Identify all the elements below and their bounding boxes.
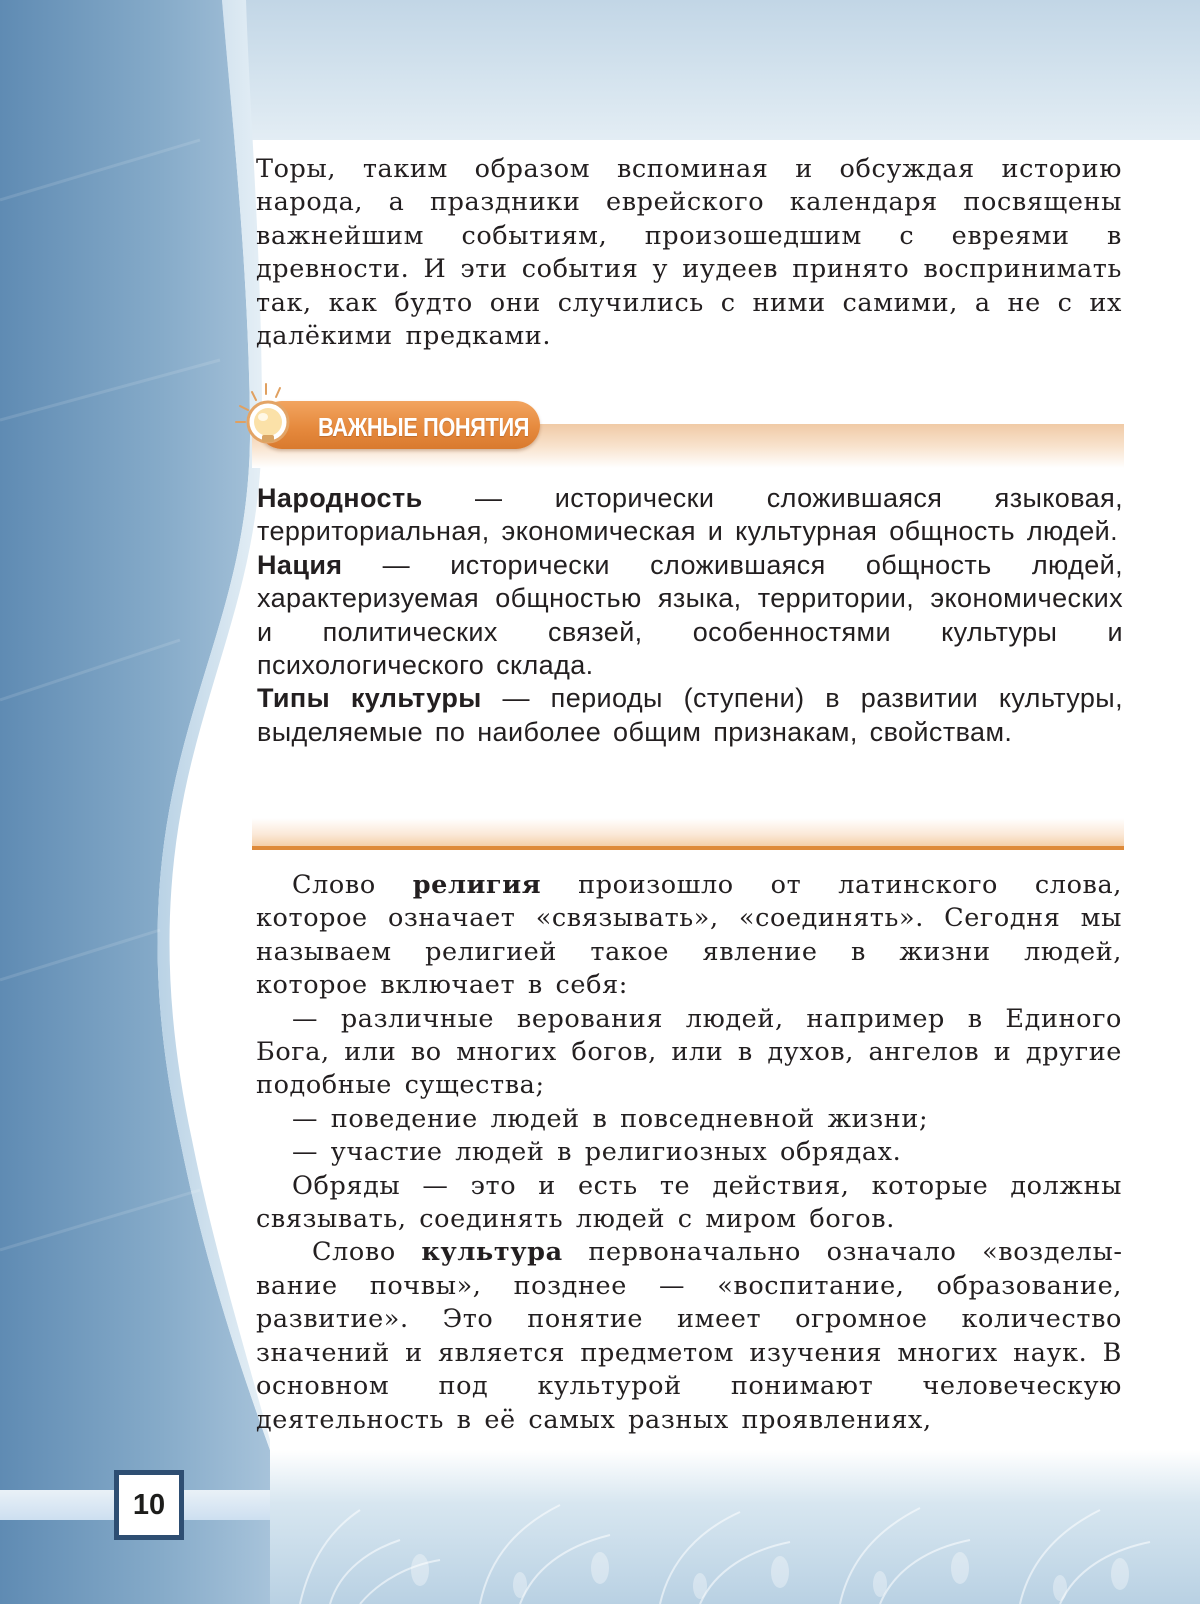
definition-item <box>257 682 1123 749</box>
important-concepts-title: ВАЖНЫЕ ПОНЯТИЯ <box>318 412 529 442</box>
religion-after: произошло от латинского слова, которое означает «связывать», «соединять». Сегодня мы называем религией такое явление в жизни людей, которое включает в себя: <box>256 870 1122 1001</box>
intro-paragraph <box>256 153 1122 353</box>
religion-paragraph <box>256 869 1122 1003</box>
definition-text: — периоды (ступени) в развитии культуры, выделяемые по наиболее общим признакам, свойствам. <box>257 683 1123 747</box>
religion-before: Слово <box>292 870 413 900</box>
definition-text: — исторически сложившаяся языковая, территориальная, экономическая и культурная общность людей. <box>257 483 1123 547</box>
list-item: — поведение людей в повседневной жизни; <box>292 1103 929 1134</box>
intro-text: Торы, таким образом вспоминая и обсуждая историю народа, а праздники еврейского календаря посвящены важнейшим событиям, произошедшим с евреями в древности. И эти события у иудеев принято воспринимать так, как будто они случились с ними самими, а не с их далёкими предками. <box>256 154 1122 352</box>
culture-paragraph <box>256 1236 1122 1436</box>
culture-after: первоначально означало «возделывание почвы», позднее — «воспитание, образование, развитие». Это понятие имеет огромное количество значений и является предметом изучения многих наук. В основном под культурой понимают человеческую деятельность в её самых разных проявлениях, <box>256 1237 1122 1435</box>
definition-term: Типы культуры <box>257 683 482 714</box>
list-item: — различные верования людей, например в Единого Бога, или во многих богов, или в духов, ангелов и другие подобные существа; <box>256 1003 1122 1101</box>
definition-term: Нация <box>257 549 343 580</box>
definition-item <box>257 549 1123 683</box>
left-decorative-wave <box>0 0 270 1604</box>
culture-term: культура <box>421 1237 563 1268</box>
page-number-frame <box>114 1470 184 1540</box>
page-number: 10 <box>132 1488 166 1521</box>
religion-term: религия <box>412 870 542 900</box>
definition-item <box>257 482 1123 549</box>
definition-text: — исторически сложившаяся общность людей, характеризуемая общностью языка, территории, экономических и политических связей, особенностями культуры и психологического склада. <box>257 549 1123 681</box>
definition-term: Народность <box>257 483 423 513</box>
important-concepts-bottom-rule <box>252 818 1124 850</box>
definitions-block <box>257 482 1123 749</box>
list-item: — участие людей в религиозных обрядах. <box>292 1137 902 1168</box>
culture-before: Слово <box>312 1237 422 1268</box>
rites-paragraph: Обряды — это и есть те действия, которые должны связывать, соединять людей с миром богов. <box>256 1170 1122 1235</box>
body-text <box>256 869 1122 1437</box>
lightbulb-icon <box>232 378 312 458</box>
